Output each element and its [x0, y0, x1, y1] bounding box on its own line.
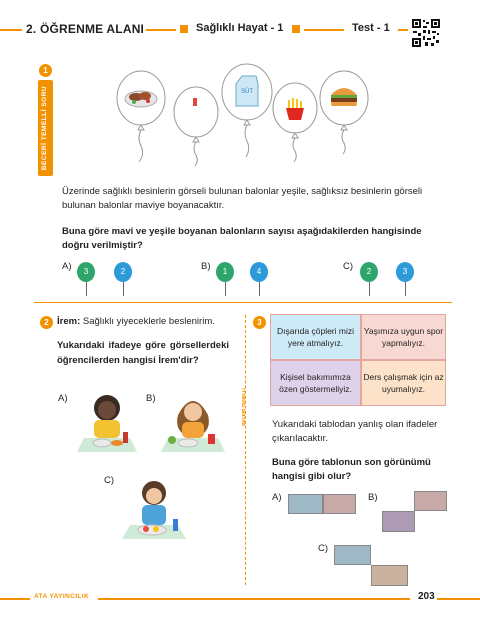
milk-carton-icon: [236, 76, 258, 106]
balloon-string: [259, 282, 260, 296]
q2-option-c-label[interactable]: C): [104, 475, 115, 486]
balloon-string: [225, 282, 226, 296]
test-title: Test - 1: [352, 22, 390, 34]
header-line-mid1: [146, 29, 176, 31]
balloon-string: [369, 282, 370, 296]
meat-icon: [125, 91, 157, 107]
q3-option-b-block-pink: [414, 491, 447, 511]
q1-question: Buna göre mavi ve yeşile boyanan balonların sayısı aşağıdakilerden hangisinde doğru verilmiştir?: [62, 226, 422, 251]
header-marker: [180, 25, 188, 33]
footer-line-right: [437, 598, 480, 600]
qr-code-icon[interactable]: [411, 18, 441, 48]
q1-option-c-green-balloon: 2: [360, 262, 378, 282]
column-divider: [245, 315, 247, 585]
q3-table-cell-1: Dışarıda çöpleri mizi yere atmalıyız.: [270, 314, 361, 360]
q3-table-cell-2: Yaşımıza uygun spor yapmalıyız.: [361, 314, 446, 360]
q2-statement-line: [57, 315, 243, 329]
q3-statement: Yukarıdaki tablodan yanlış olan ifadeler çıkarılacaktır.: [272, 419, 438, 444]
q3-option-c-label[interactable]: C): [318, 543, 329, 554]
header-line-left: [0, 29, 22, 31]
q1-option-b-blue-balloon: 4: [250, 262, 268, 282]
q2-option-b-label[interactable]: B): [146, 393, 156, 404]
q3-option-a-block-blue: [288, 494, 323, 514]
q2-question: Yukarıdaki ifadeye göre görsellerdeki öğrencilerden hangisi İrem'dir?: [57, 340, 229, 366]
question-1-number: 1: [39, 64, 52, 77]
q3-option-b-block-purple: [382, 511, 415, 532]
q1-option-b-green-balloon: 1: [216, 262, 234, 282]
q3-option-a-block-pink: [323, 494, 356, 514]
balloon-meat: [117, 71, 165, 162]
balloon-fries: [273, 83, 317, 162]
footer-line: [98, 598, 410, 600]
q1-option-a-blue-balloon: 2: [114, 262, 132, 282]
balloon-string: [405, 282, 406, 296]
subject-title: Sağlıklı Hayat - 1: [196, 22, 284, 34]
q2-option-a-student-illustration: [72, 390, 142, 460]
question-2-number: 2: [40, 316, 53, 329]
q3-table-cell-4: Ders çalışmak için az uyumalıyız.: [361, 360, 446, 406]
q3-option-c-block-blue: [334, 545, 371, 565]
skill-tag: [38, 80, 53, 176]
q3-table-cell-3: Kişisel bakımımıza özen göstermeliyiz.: [270, 360, 361, 406]
q1-option-c-label[interactable]: C): [343, 261, 354, 272]
balloon-burger: [320, 71, 368, 154]
q3-question: Buna göre tablonun son görünümü hangisi gibi olur?: [272, 457, 431, 482]
q2-option-b-student-illustration: [158, 390, 228, 460]
balloon-string: [86, 282, 87, 296]
q3-option-b-label[interactable]: B): [368, 492, 378, 503]
q3-option-a-label[interactable]: A): [272, 492, 282, 503]
footer-line-left: [0, 598, 30, 600]
q1-option-a-label[interactable]: A): [62, 261, 72, 272]
publisher-name: ATA YAYINCILIK: [34, 593, 90, 600]
q1-option-b-label[interactable]: B): [201, 261, 211, 272]
q3-option-c-block-peach: [371, 565, 408, 586]
q1-statement: Üzerinde sağlıklı besinlerin görseli bulunan balonlar yeşile, sağlıksız besinlerin görseli bulunan balonlar maviye boyanacaktır.: [62, 186, 423, 211]
q1-option-c-blue-balloon: 3: [396, 262, 414, 282]
q2-option-c-student-illustration: [118, 475, 190, 547]
q1-option-a-green-balloon: 3: [77, 262, 95, 282]
section-divider-line: [34, 302, 452, 303]
q2-name: İrem:: [57, 316, 81, 327]
q2-statement: Sağlıklı yiyeceklerle beslenirim.: [82, 316, 215, 327]
svg-text:SÜT: SÜT: [241, 89, 253, 95]
q2-option-a-label[interactable]: A): [58, 393, 68, 404]
question-3-number: 3: [253, 316, 266, 329]
section-title: 2. ÖĞRENME ALANI: [26, 22, 145, 36]
header-line-mid2: [304, 29, 344, 31]
balloons-illustration: [110, 62, 380, 167]
skill-tag-label: BECERİ TEMELLİ SORU: [41, 85, 48, 171]
balloon-string: [123, 282, 124, 296]
page-number: 203: [418, 591, 435, 602]
header-marker: [292, 25, 300, 33]
water-bottle-icon: [193, 98, 197, 106]
column-divider-label: BECERİ TEMELLİ: [241, 388, 246, 426]
header-line-right: [398, 29, 408, 31]
